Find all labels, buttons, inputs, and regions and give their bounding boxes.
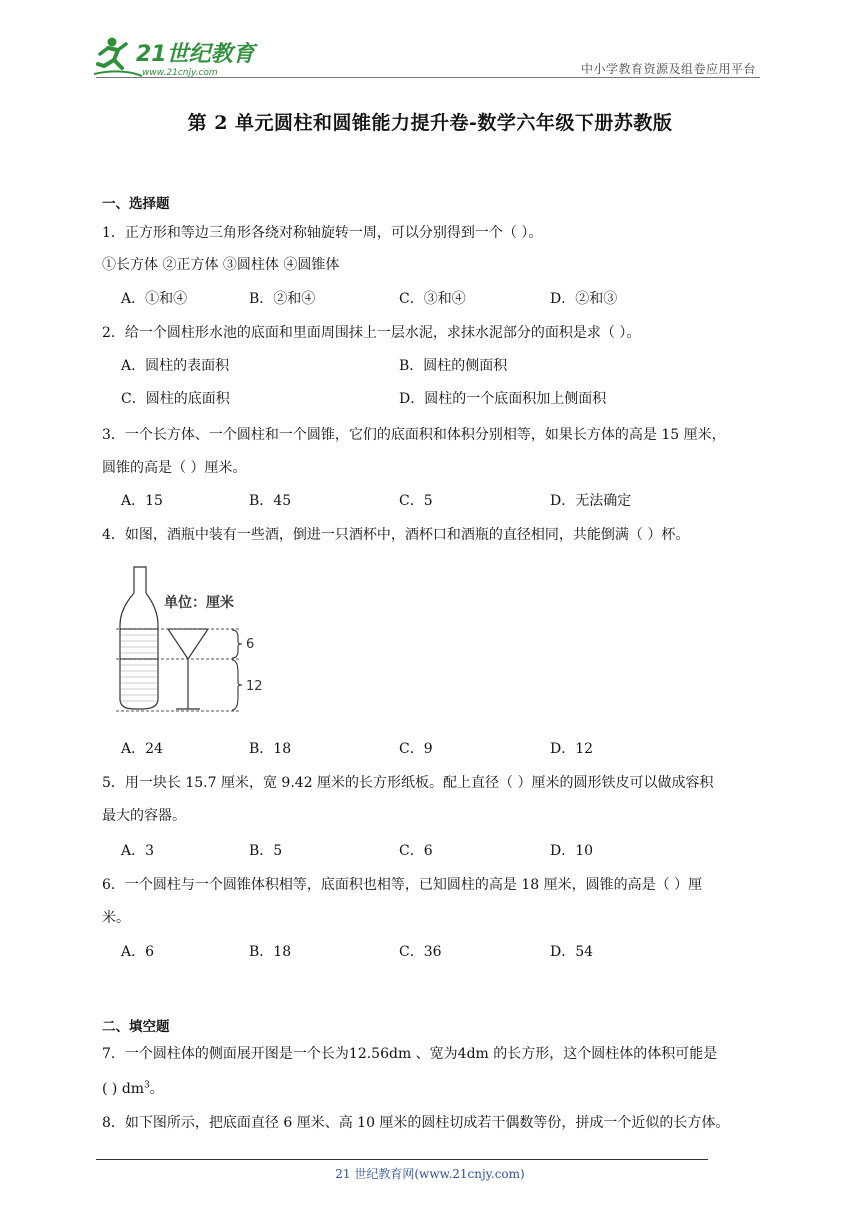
platform-name: 中小学教育资源及组卷应用平台 [580, 62, 756, 76]
site-logo [92, 34, 267, 82]
q6-option-c: C．36 [399, 944, 442, 960]
q7-exponent: 3 [144, 1080, 150, 1091]
figure-dim-12: 12 [246, 679, 263, 694]
page-title: 第 2 单元圆柱和圆锥能力提升卷-数学六年级下册苏教版 [187, 112, 673, 134]
q2-option-c: C．圆柱的底面积 [121, 391, 230, 407]
q1-option-b: B．②和④ [249, 291, 316, 307]
q3-option-d: D．无法确定 [550, 493, 632, 509]
q5-option-a: A．3 [121, 843, 155, 859]
q1-option-c: C．③和④ [399, 291, 466, 307]
q5-option-d: D．10 [550, 843, 594, 859]
q6-option-b: B．18 [249, 944, 292, 960]
question-7-line1: 7．一个圆柱体的侧面展开图是一个长为12.56dm 、宽为4dm 的长方形，这个圆柱体的体积可能是 [102, 1046, 718, 1062]
question-2: 2．给一个圆柱形水池的底面和里面周围抹上一层水泥，求抹水泥部分的面积是求（ ）。 [102, 325, 641, 341]
q2-option-b: B．圆柱的侧面积 [399, 358, 508, 374]
q3-option-a: A．15 [121, 493, 163, 509]
q6-option-d: D．54 [550, 944, 594, 960]
q5-option-b: B．5 [249, 843, 283, 859]
goblet-icon [168, 629, 208, 709]
q7-blank: ( ) dm [102, 1081, 145, 1097]
q4-option-d: D．12 [550, 741, 594, 757]
q2-option-d: D．圆柱的一个底面积加上侧面积 [399, 391, 607, 407]
wine-bottle-icon [120, 567, 158, 709]
q7-suffix: 。 [149, 1081, 164, 1097]
logo-url: www.21cnjy.com [142, 68, 218, 78]
bottle-goblet-figure [112, 563, 272, 718]
figure-dim-6: 6 [246, 637, 255, 652]
question-5-line1: 5．用一块长 15.7 厘米，宽 9.42 厘米的长方形纸板。配上直径（ ）厘米的圆形铁皮可以做成容积 [102, 775, 714, 791]
q4-option-b: B．18 [249, 741, 292, 757]
question-1-items: ①长方体 ②正方体 ③圆柱体 ④圆锥体 [102, 257, 340, 273]
dimension-braces [232, 630, 242, 710]
question-5-line2: 最大的容器。 [102, 808, 186, 824]
question-6-line1: 6．一个圆柱与一个圆锥体积相等，底面积也相等，已知圆柱的高是 18 厘米，圆锥的高是（ ）厘 [102, 877, 703, 893]
q1-option-d: D．②和③ [550, 291, 618, 307]
q4-option-a: A．24 [121, 741, 163, 757]
q4-option-c: C．9 [399, 741, 433, 757]
q3-option-b: B．45 [249, 493, 292, 509]
footer-divider [96, 1159, 708, 1160]
q6-option-a: A．6 [121, 944, 155, 960]
logo-text: 21世纪教育 [136, 42, 255, 67]
section-heading-choice: 一、选择题 [102, 196, 170, 212]
question-6-line2: 米。 [102, 910, 130, 926]
q1-option-a: A．①和④ [121, 291, 188, 307]
question-8: 8．如下图所示，把底面直径 6 厘米、高 10 厘米的圆柱切成若干偶数等份，拼成一个近似的长方体。 [102, 1115, 730, 1131]
header-divider [96, 77, 760, 78]
q3-option-c: C．5 [399, 493, 433, 509]
question-3-line2: 圆锥的高是（ ）厘米。 [102, 460, 247, 476]
question-7-line2 [102, 1078, 164, 1098]
question-4: 4．如图，酒瓶中装有一些酒，倒进一只酒杯中，酒杯口和酒瓶的直径相同，共能倒满（ ）杯。 [102, 527, 690, 543]
section-heading-fill: 二、填空题 [102, 1019, 170, 1035]
question-3-line1: 3．一个长方体、一个圆柱和一个圆锥，它们的底面积和体积分别相等，如果长方体的高是 15 厘米， [102, 427, 726, 443]
figure-unit-label: 单位：厘米 [164, 595, 234, 611]
q2-option-a: A．圆柱的表面积 [121, 358, 230, 374]
question-1: 1．正方形和等边三角形各绕对称轴旋转一周，可以分别得到一个（ ）。 [102, 225, 543, 241]
q5-option-c: C．6 [399, 843, 433, 859]
runner-icon [94, 38, 142, 77]
footer-link[interactable]: 21 世纪教育网(www.21cnjy.com) [335, 1167, 525, 1181]
